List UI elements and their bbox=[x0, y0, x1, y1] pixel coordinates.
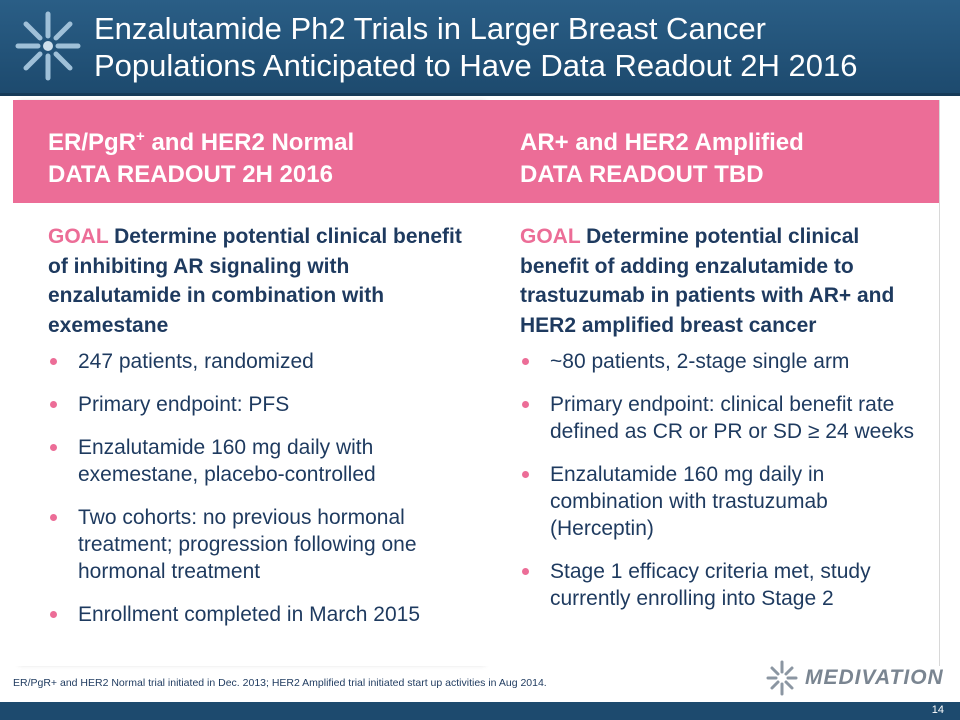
bullet-dot-icon bbox=[50, 611, 57, 618]
bullet-dot-icon bbox=[50, 401, 57, 408]
bullet-text: Two cohorts: no previous hormonal treatment; progression following one hormonal treatment bbox=[78, 506, 417, 583]
bullet-dot-icon bbox=[522, 471, 529, 478]
bullet-dot-icon bbox=[522, 401, 529, 408]
list-item bbox=[48, 348, 478, 375]
bullet-text: 247 patients, randomized bbox=[78, 350, 314, 373]
heading-suffix: and HER2 Normal bbox=[144, 129, 355, 156]
list-item bbox=[48, 434, 478, 488]
footnote: ER/PgR+ and HER2 Normal trial initiated in Dec. 2013; HER2 Amplified trial initiated start up activities in Aug 2014. bbox=[13, 677, 547, 689]
panel-heading-line-1 bbox=[48, 128, 354, 158]
goal-statement bbox=[520, 222, 930, 340]
bullet-text: Enzalutamide 160 mg daily with exemestane, placebo-controlled bbox=[78, 436, 376, 486]
list-item bbox=[520, 558, 935, 612]
list-item bbox=[520, 391, 935, 445]
goal-label: GOAL bbox=[520, 225, 581, 248]
bullet-text: ~80 patients, 2-stage single arm bbox=[550, 350, 850, 373]
bullet-dot-icon bbox=[50, 358, 57, 365]
bullet-dot-icon bbox=[522, 568, 529, 575]
panel-heading-line-2: DATA READOUT TBD bbox=[520, 161, 764, 188]
bullet-list bbox=[48, 348, 478, 644]
heading-prefix: ER/PgR bbox=[48, 129, 137, 156]
panel-heading-line-1: AR+ and HER2 Amplified bbox=[520, 129, 804, 156]
goal-label: GOAL bbox=[48, 225, 109, 248]
bullet-dot-icon bbox=[522, 358, 529, 365]
goal-text: Determine potential clinical benefit of adding enzalutamide to trastuzumab in patients with AR+ and HER2 amplified breast cancer bbox=[520, 225, 895, 337]
slide-header bbox=[0, 0, 960, 96]
bullet-text: Primary endpoint: clinical benefit rate defined as CR or PR or SD ≥ 24 weeks bbox=[550, 393, 915, 443]
panel-heading bbox=[13, 100, 483, 203]
list-item bbox=[520, 348, 935, 375]
list-item bbox=[48, 504, 478, 585]
trial-panel-ar-her2 bbox=[483, 100, 940, 666]
goal-statement bbox=[48, 222, 468, 340]
brand-name: MEDIVATION bbox=[805, 666, 944, 689]
bullet-dot-icon bbox=[50, 444, 57, 451]
bullet-dot-icon bbox=[50, 514, 57, 521]
bullet-text: Enrollment completed in March 2015 bbox=[78, 603, 421, 626]
bullet-text: Primary endpoint: PFS bbox=[78, 393, 290, 416]
list-item bbox=[48, 601, 478, 628]
page-title bbox=[94, 10, 954, 84]
goal-text: Determine potential clinical benefit of inhibiting AR signaling with enzalutamide in combination with exemestane bbox=[48, 225, 462, 337]
list-item bbox=[48, 391, 478, 418]
list-item bbox=[520, 461, 935, 542]
medivation-star-logo-icon bbox=[4, 2, 92, 90]
heading-superscript: + bbox=[136, 128, 145, 145]
bullet-text: Stage 1 efficacy criteria met, study currently enrolling into Stage 2 bbox=[550, 560, 871, 610]
page-number: 14 bbox=[931, 704, 944, 716]
title-line-2: Populations Anticipated to Have Data Readout 2H 2016 bbox=[94, 48, 858, 83]
bullet-list bbox=[520, 348, 935, 628]
title-line-1: Enzalutamide Ph2 Trials in Larger Breast Cancer bbox=[94, 11, 766, 46]
footer-bar bbox=[0, 702, 960, 720]
panel-heading bbox=[483, 100, 939, 203]
bullet-text: Enzalutamide 160 mg daily in combination with trastuzumab (Herceptin) bbox=[550, 463, 828, 540]
panel-heading-line-2: DATA READOUT 2H 2016 bbox=[48, 161, 333, 188]
trial-panel-er-pgr bbox=[13, 100, 483, 666]
